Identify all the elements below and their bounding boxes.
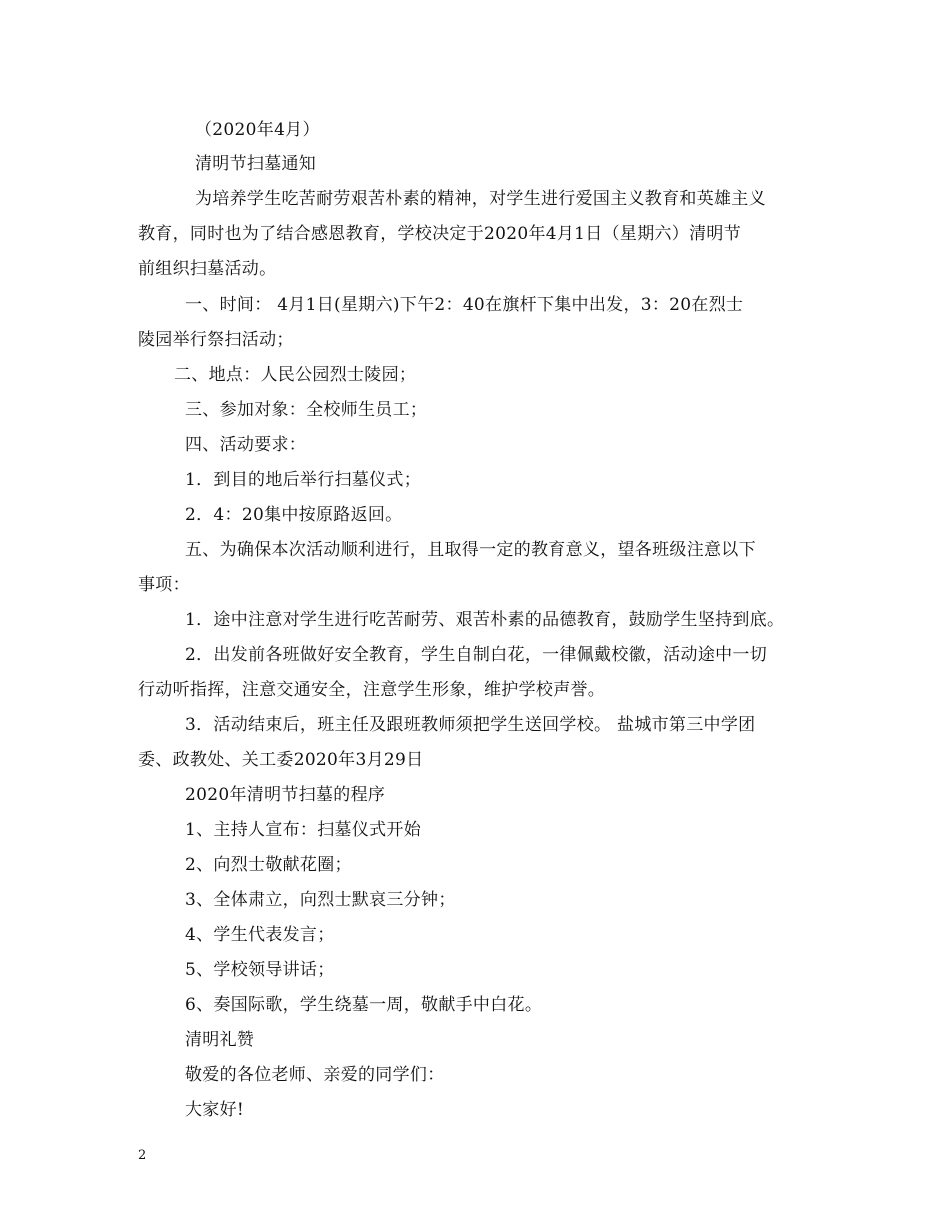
paragraph-line: 行动听指挥，注意交通安全，注意学生形象，维护学校声誉。 (138, 680, 606, 700)
section-title: 2020年清明节扫墓的程序 (185, 785, 386, 805)
list-item: 4、学生代表发言； (185, 925, 335, 945)
notice-title: 清明节扫墓通知 (195, 154, 317, 174)
paragraph-line: 五、为确保本次活动顺利进行，且取得一定的教育意义，望各班级注意以下 (185, 540, 756, 560)
paragraph-line: 教育，同时也为了结合感恩教育，学校决定于2020年4月1日（星期六）清明节 (138, 224, 741, 244)
paragraph-line: 一、时间： 4月1日(星期六)下午2：40在旗杆下集中出发，3：20在烈士 (185, 295, 744, 315)
list-item: 5、学校领导讲话； (185, 960, 335, 980)
list-item: 四、活动要求： (185, 435, 307, 455)
page-number: 2 (138, 1148, 147, 1163)
paragraph-line: 为培养学生吃苦耐劳艰苦朴素的精神，对学生进行爱国主义教育和英雄主义 (195, 189, 766, 209)
signature-line: 委、政教处、关工委2020年3月29日 (138, 750, 424, 770)
list-item: 1、主持人宣布：扫墓仪式开始 (185, 820, 422, 840)
list-item: 3、全体肃立，向烈士默哀三分钟； (185, 890, 456, 910)
list-item: 2．出发前各班做好安全教育，学生自制白花，一律佩戴校徽，活动途中一切 (185, 645, 768, 665)
paragraph-line: 事项： (138, 575, 190, 595)
list-item: 二、地点：人民公园烈士陵园； (174, 365, 417, 385)
section-title: 清明礼赞 (185, 1030, 255, 1050)
date-line: （2020年4月） (195, 120, 320, 140)
list-item: 6、奏国际歌，学生绕墓一周，敬献手中白花。 (185, 995, 543, 1015)
list-item: 1．到目的地后举行扫墓仪式； (185, 470, 422, 490)
list-item: 2、向烈士敬献花圈； (185, 855, 352, 875)
list-item: 三、参加对象：全校师生员工； (185, 400, 428, 420)
greeting: 大家好! (185, 1100, 245, 1120)
salutation: 敬爱的各位老师、亲爱的同学们： (185, 1065, 445, 1085)
list-item: 3．活动结束后，班主任及跟班教师须把学生送回学校。 盐城市第三中学团 (185, 715, 756, 735)
list-item: 1．途中注意对学生进行吃苦耐劳、艰苦朴素的品德教育，鼓励学生坚持到底。 (185, 610, 785, 630)
list-item: 2．4：20集中按原路返回。 (185, 505, 403, 525)
paragraph-line: 前组织扫墓活动。 (138, 259, 277, 279)
paragraph-line: 陵园举行祭扫活动； (138, 330, 294, 350)
